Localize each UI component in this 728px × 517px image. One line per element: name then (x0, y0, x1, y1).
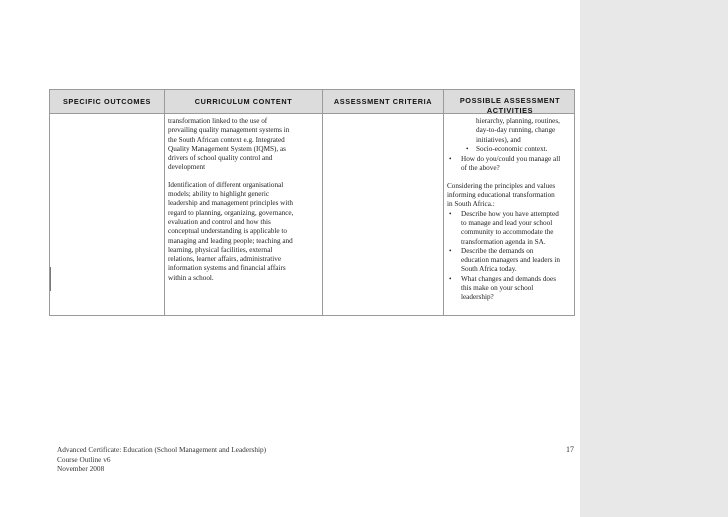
list-item (447, 247, 574, 275)
text-line: information systems and financial affairs (168, 264, 286, 273)
bullet-icon: • (449, 209, 452, 218)
text-line: models; ability to highlight generic (168, 190, 270, 199)
text-line: drivers of school quality control and (168, 154, 273, 163)
header-assessment-criteria: ASSESSMENT CRITERIA (333, 97, 433, 106)
text-line: of the above? (461, 164, 500, 173)
comment-margin-pane (580, 0, 728, 517)
list-item (447, 275, 574, 303)
header-specific-outcomes: SPECIFIC OUTCOMES (62, 97, 152, 106)
text-line: to manage and lead your school (461, 218, 553, 227)
text-line: initiatives), and (476, 135, 521, 144)
activities-continued-text (447, 117, 574, 145)
text-line: within a school. (168, 273, 214, 282)
activities-bullet-list (447, 210, 574, 303)
text-line: leadership and management principles with (168, 199, 293, 208)
text-line: South Africa today. (461, 265, 517, 274)
footer-version: Course Outline v6 (57, 454, 111, 464)
page-number: 17 (566, 445, 574, 454)
column-divider (164, 90, 165, 315)
text-line: evaluation and control and how this (168, 217, 271, 226)
text-line: informing educational transformation (447, 191, 555, 200)
table-header-row (50, 90, 574, 114)
text-line: transformation linked to the use of (168, 117, 268, 125)
bullet-icon: • (449, 274, 452, 283)
list-item (447, 210, 574, 247)
curriculum-paragraph-1 (168, 117, 318, 173)
list-item (464, 145, 574, 154)
text-line: learning, physical facilities, external (168, 245, 273, 254)
margin-marker (50, 267, 51, 291)
header-curriculum-content: CURRICULUM CONTENT (194, 97, 293, 106)
assessment-activities-cell (447, 117, 574, 303)
text-line: community to accommodate the (461, 228, 554, 237)
text-line: this make on your school (461, 284, 534, 293)
text-line: Describe how you have attempted (461, 209, 559, 218)
bullet-icon: • (449, 246, 452, 255)
activities-intro (447, 182, 574, 210)
curriculum-content-cell (168, 117, 318, 283)
text-line: Considering the principles and values (447, 181, 556, 190)
text-line: hierarchy, planning, routines, (476, 117, 560, 125)
text-line: education managers and leaders in (461, 256, 560, 265)
bullet-icon: • (449, 155, 452, 164)
curriculum-paragraph-2 (168, 181, 318, 283)
text-line: leadership? (461, 293, 494, 302)
text-line: the South African context e.g. Integrated (168, 135, 285, 144)
list-item-text: Socio-economic context. (476, 144, 548, 153)
text-line: in South Africa.: (447, 200, 495, 209)
footer-date: November 2008 (57, 464, 105, 474)
text-line: transformation agenda in SA. (461, 237, 546, 246)
text-line: managing and leading people; teaching and (168, 236, 293, 245)
outcomes-table (49, 89, 575, 316)
text-line: What changes and demands does (461, 274, 557, 283)
activities-question-list (447, 155, 574, 174)
text-line: conceptual understanding is applicable to (168, 227, 287, 236)
column-divider (322, 90, 323, 315)
text-line: relations, learner affairs, administrative (168, 255, 282, 264)
text-line: day-to-day running, change (476, 126, 556, 135)
bullet-icon: • (466, 144, 469, 153)
text-line: Identification of different organisational (168, 180, 284, 189)
list-item (447, 155, 574, 174)
text-line: prevailing quality management systems in (168, 126, 290, 135)
activities-sub-list (447, 145, 574, 154)
text-line: regard to planning, organizing, governance, (168, 208, 294, 217)
text-line: How do you/could you manage all (461, 155, 561, 164)
text-line: Quality Management System (IQMS), as (168, 144, 286, 153)
footer-course-title: Advanced Certificate: Education (School Management and Leadership) (57, 445, 267, 454)
header-possible-assessment-activities: POSSIBLE ASSESSMENT ACTIVITIES (459, 96, 561, 115)
column-divider (443, 90, 444, 315)
text-line: development (168, 163, 206, 172)
text-line: Describe the demands on (461, 246, 534, 255)
page-footer (57, 445, 266, 474)
